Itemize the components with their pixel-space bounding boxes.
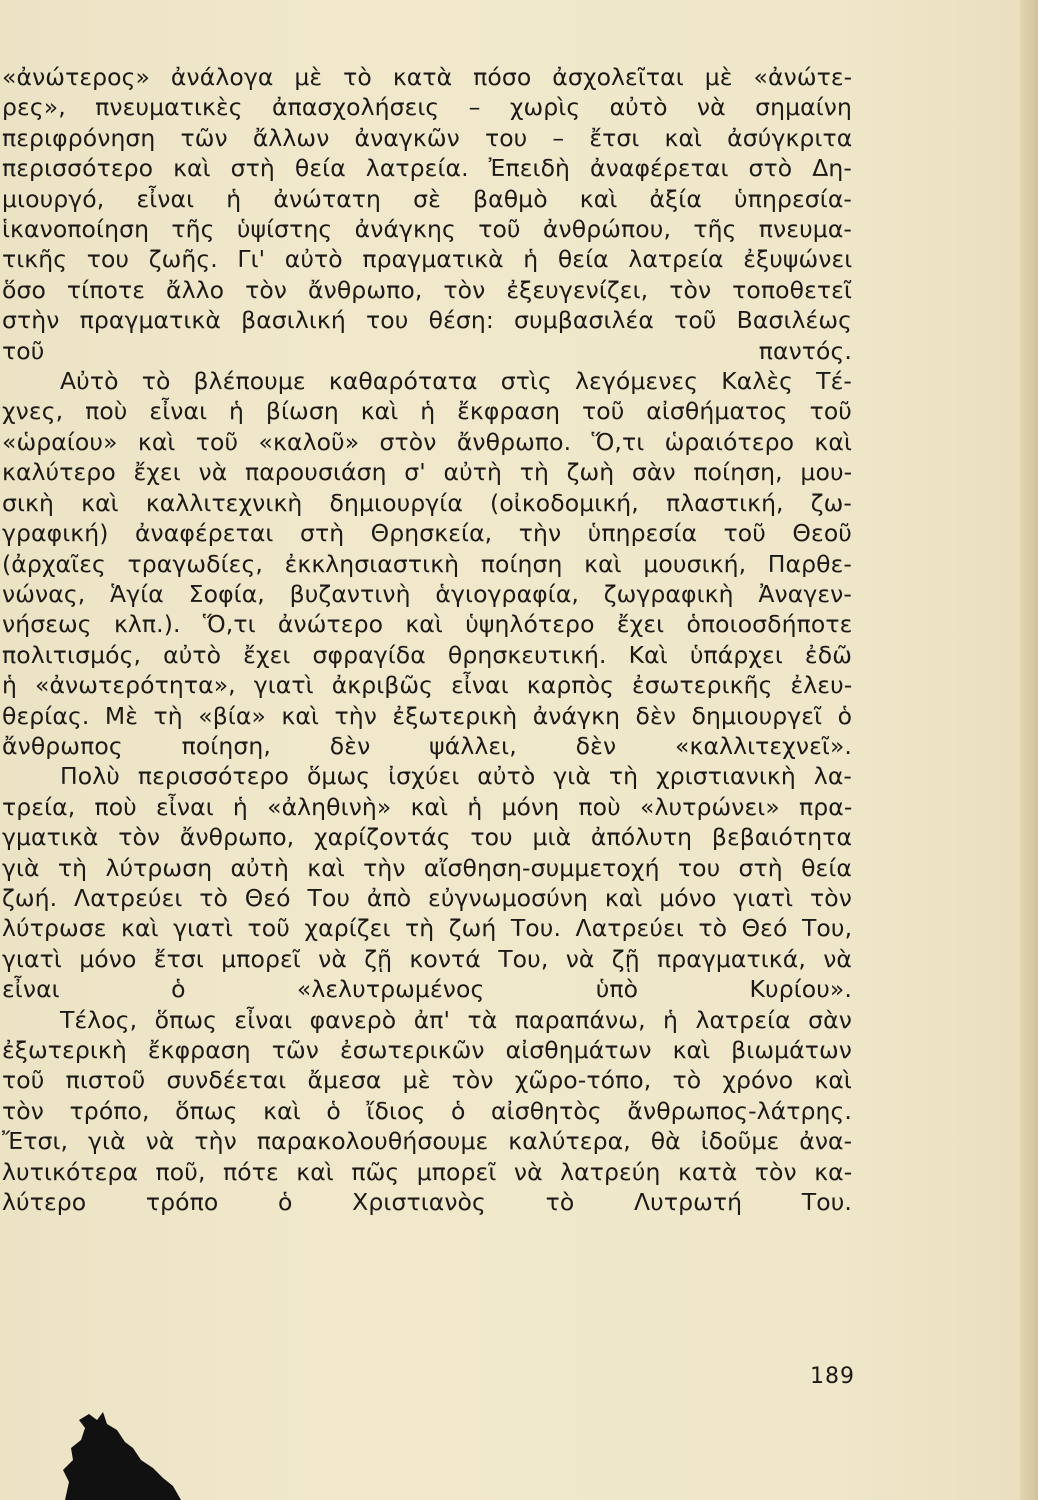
text-line: περιφρόνηση τῶν ἄλλων ἀναγκῶν του – ἔτσι καὶ ἀσύγκριτα — [2, 123, 852, 152]
text-line: λυτικότερα ποῦ, πότε καὶ πῶς μπορεῖ νὰ λατρεύη κατὰ τὸν κα- — [2, 1157, 852, 1186]
text-line: ὅσο τίποτε ἄλλο τὸν ἄνθρωπο, τὸν ἐξευγενίζει, τὸν τοποθετεῖ — [2, 275, 852, 304]
text-line: «ἀνώτερος» ἀνάλογα μὲ τὸ κατὰ πόσο ἀσχολεῖται μὲ «ἀνώτε- — [2, 63, 852, 91]
text-line: «ὡραίου» καὶ τοῦ «καλοῦ» στὸν ἄνθρωπο. Ὅ,τι ὡραιότερο καὶ — [2, 427, 852, 456]
text-line: Τέλος, ὅπως εἶναι φανερὸ ἀπ' τὰ παραπάνω, ἡ λατρεία σὰν — [60, 1005, 852, 1034]
text-line: τὸν τρόπο, ὅπως καὶ ὁ ἴδιος ὁ αἰσθητὸς ἄνθρωπος-λάτρης. — [2, 1096, 852, 1125]
text-line: γματικὰ τὸν ἄνθρωπο, χαρίζοντάς του μιὰ ἀπόλυτη βεβαιότητα — [2, 823, 852, 852]
text-line: σικὴ καὶ καλλιτεχνικὴ δημιουργία (οἰκοδομική, πλαστική, ζω- — [2, 488, 852, 517]
text-line: τικῆς του ζωῆς. Γι' αὐτὸ πραγματικὰ ἡ θεία λατρεία ἐξυψώνει — [2, 245, 852, 274]
text-line: (ἀρχαῖες τραγωδίες, ἐκκλησιαστικὴ ποίηση καὶ μουσική, Παρθε- — [2, 549, 852, 578]
text-line: εἶναι ὁ «λελυτρωμένος ὑπὸ Κυρίου». — [2, 975, 852, 1004]
text-line: Αὐτὸ τὸ βλέπουμε καθαρότατα στὶς λεγόμενες Καλὲς Τέ- — [60, 367, 852, 396]
text-line: τοῦ πιστοῦ συνδέεται ἄμεσα μὲ τὸν χῶρο-τόπο, τὸ χρόνο καὶ — [2, 1066, 852, 1095]
page-edge — [1020, 0, 1038, 1500]
text-line: θερίας. Μὲ τὴ «βία» καὶ τὴν ἐξωτερικὴ ἀνάγκη δὲν δημιουργεῖ ὁ — [2, 701, 852, 730]
text-line: ἱκανοποίηση τῆς ὑψίστης ἀνάγκης τοῦ ἀνθρώπου, τῆς πνευμα- — [2, 215, 852, 244]
torn-paper-corner — [55, 1390, 185, 1500]
text-line: γιὰ τὴ λύτρωση αὐτὴ καὶ τὴν αἴσθηση-συμμετοχή του στὴ θεία — [2, 853, 852, 882]
text-line: στὴν πραγματικὰ βασιλική του θέση: συμβασιλέα τοῦ Βασιλέως — [2, 306, 852, 335]
paragraph-1 — [2, 62, 852, 366]
text-line: γιατὶ μόνο ἔτσι μπορεῖ νὰ ζῇ κοντά Του, νὰ ζῇ πραγματικά, νὰ — [2, 944, 852, 973]
text-line: λύτερο τρόπο ὁ Χριστιανὸς τὸ Λυτρωτή Του. — [2, 1188, 852, 1217]
body-text — [2, 62, 852, 1217]
page-number: 189 — [810, 1364, 855, 1389]
text-line: Πολὺ περισσότερο ὅμως ἰσχύει αὐτὸ γιὰ τὴ χριστιανικὴ λα- — [60, 762, 852, 791]
text-line: περισσότερο καὶ στὴ θεία λατρεία. Ἐπειδὴ ἀναφέρεται στὸ Δη- — [2, 154, 852, 183]
text-line: καλύτερο ἔχει νὰ παρουσιάση σ' αὐτὴ τὴ ζωὴ σὰν ποίηση, μου- — [2, 458, 852, 487]
text-line: νώνας, Ἁγία Σοφία, βυζαντινὴ ἁγιογραφία, ζωγραφικὴ Ἀναγεν- — [2, 579, 852, 608]
text-line: ἡ «ἀνωτερότητα», γιατὶ ἀκριβῶς εἶναι καρπὸς ἐσωτερικῆς ἐλευ- — [2, 671, 852, 700]
text-line: τοῦ παντός. — [2, 336, 852, 365]
text-line: ρες», πνευματικὲς ἀπασχολήσεις – χωρὶς αὐτὸ νὰ σημαίνη — [2, 93, 852, 122]
text-line: γραφική) ἀναφέρεται στὴ Θρησκεία, τὴν ὑπηρεσία τοῦ Θεοῦ — [2, 519, 852, 548]
text-line: πολιτισμός, αὐτὸ ἔχει σφραγίδα θρησκευτική. Καὶ ὑπάρχει ἐδῶ — [2, 640, 852, 669]
paragraph-4 — [2, 1005, 852, 1218]
text-line: λύτρωσε καὶ γιατὶ τοῦ χαρίζει τὴ ζωή Του. Λατρεύει τὸ Θεό Του, — [2, 914, 852, 943]
text-line: Ἔτσι, γιὰ νὰ τὴν παρακολουθήσουμε καλύτερα, θὰ ἰδοῦμε ἀνα- — [2, 1127, 852, 1156]
paragraph-3 — [2, 761, 852, 1004]
text-line: ζωή. Λατρεύει τὸ Θεό Του ἀπὸ εὐγνωμοσύνη καὶ μόνο γιατὶ τὸν — [2, 883, 852, 912]
text-line: μιουργό, εἶναι ἡ ἀνώτατη σὲ βαθμὸ καὶ ἀξία ὑπηρεσία- — [2, 184, 852, 213]
text-line: ἐξωτερικὴ ἔκφραση τῶν ἐσωτερικῶν αἰσθημάτων καὶ βιωμάτων — [2, 1036, 852, 1064]
text-line: νήσεως κλπ.). Ὅ,τι ἀνώτερο καὶ ὑψηλότερο ἔχει ὁποιοσδήποτε — [2, 610, 852, 639]
text-line: ἄνθρωπος ποίηση, δὲν ψάλλει, δὲν «καλλιτεχνεῖ». — [2, 731, 852, 760]
paragraph-2 — [2, 366, 852, 761]
text-line: χνες, ποὺ εἶναι ἡ βίωση καὶ ἡ ἔκφραση τοῦ αἰσθήματος τοῦ — [2, 397, 852, 426]
text-line: τρεία, ποὺ εἶναι ἡ «ἀληθινὴ» καὶ ἡ μόνη ποὺ «λυτρώνει» πρα- — [2, 792, 852, 821]
